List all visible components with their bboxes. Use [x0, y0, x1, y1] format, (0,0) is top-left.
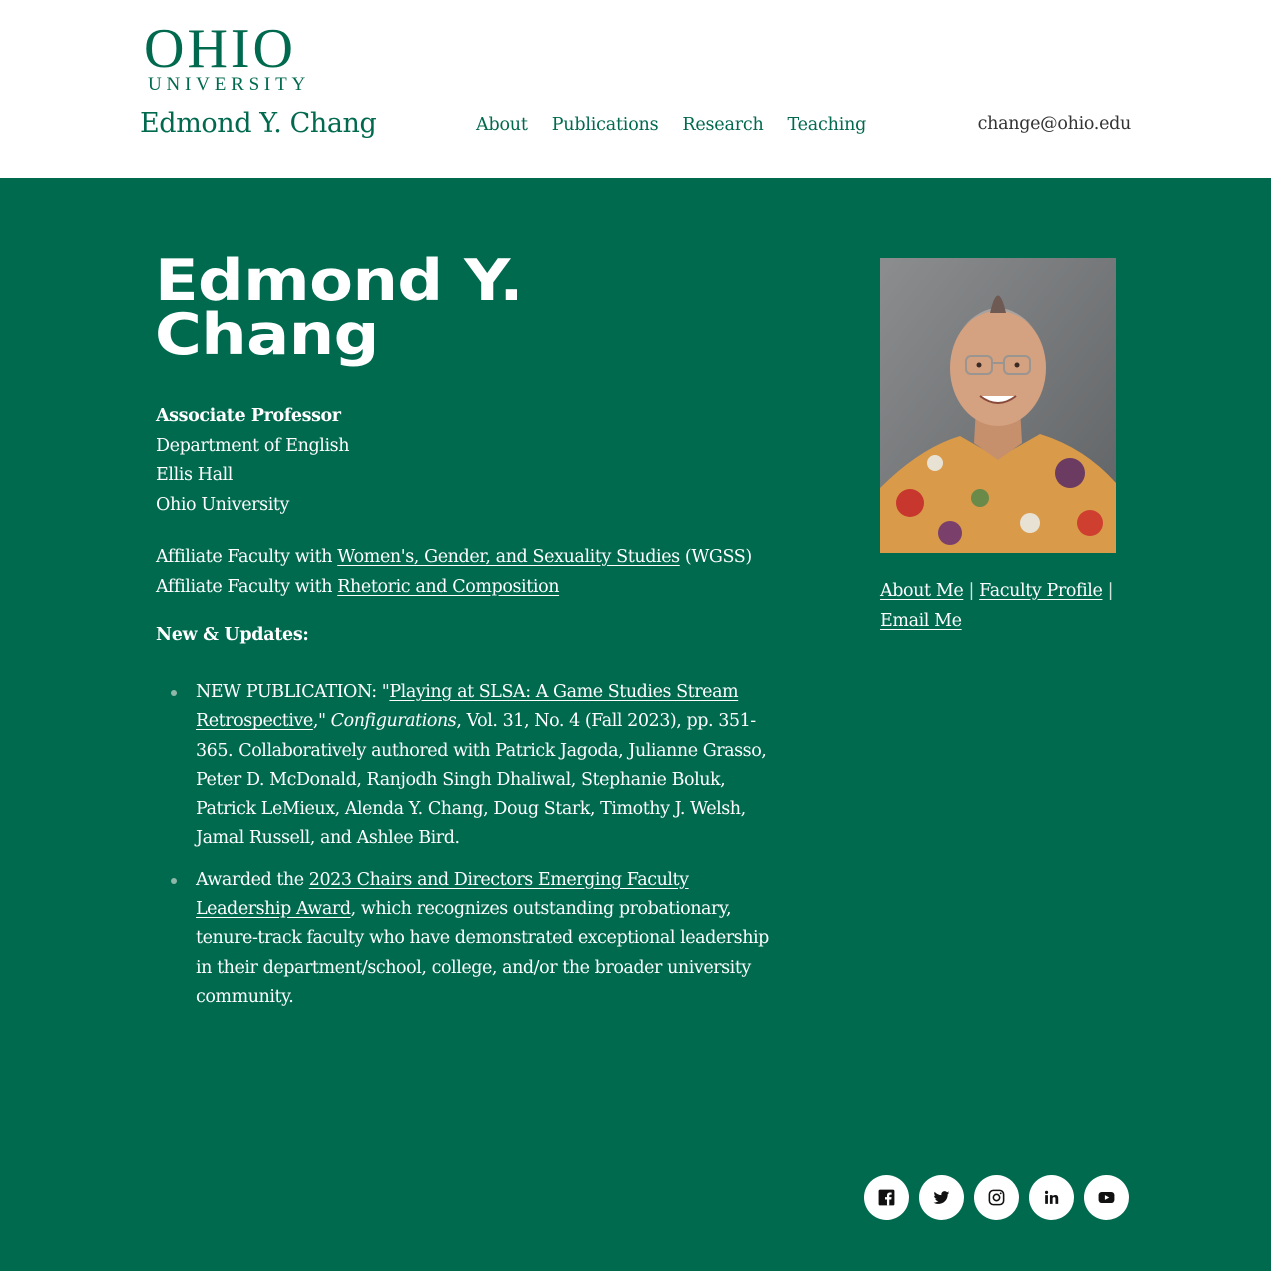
youtube-icon — [1097, 1188, 1116, 1207]
link-separator: | — [968, 581, 974, 601]
page-title — [155, 248, 523, 368]
profile-photo — [880, 258, 1116, 553]
university: Ohio University — [156, 494, 290, 515]
nav-research[interactable]: Research — [682, 115, 764, 135]
social-links — [864, 1175, 1129, 1220]
affiliation-prefix: Affiliate Faculty with — [156, 547, 338, 567]
portrait-illustration — [880, 258, 1116, 553]
department: Department of English — [156, 435, 350, 456]
publication-link[interactable]: Playing at SLSA: A Game Studies Stream Retrospective — [196, 682, 739, 732]
facebook-icon — [877, 1188, 896, 1207]
affiliations — [156, 543, 752, 602]
news-prefix: NEW PUBLICATION: " — [196, 682, 390, 702]
list-item — [196, 866, 781, 1012]
nav-teaching[interactable]: Teaching — [787, 115, 867, 135]
news-body: , Vol. 31, No. 4 (Fall 2023), pp. 351-365. Collaboratively authored with Patrick Jagoda, Julianne Grasso, Peter D. McDonald, Ranjodh Singh Dhaliwal, Stephanie Boluk, Patrick LeMieux, Alenda Y. Chang, Doug Stark, Timothy J. Welsh, Jamal Russell, and Ashlee Bird. — [196, 711, 767, 849]
journal-title: Configurations — [330, 711, 457, 732]
facebook-button[interactable] — [864, 1175, 909, 1220]
about-me-link[interactable]: About Me — [880, 581, 964, 601]
main-nav — [476, 115, 866, 135]
twitter-icon — [932, 1188, 951, 1207]
news-list — [156, 678, 781, 1024]
news-body: , which recognizes outstanding probationary, tenure-track faculty who have demonstrated exceptional leadership in their department/school, college, and/or the broader university community. — [196, 899, 769, 1007]
nav-publications[interactable]: Publications — [551, 115, 659, 135]
youtube-button[interactable] — [1084, 1175, 1129, 1220]
news-heading: New & Updates: — [156, 625, 309, 645]
site-header — [0, 0, 1271, 178]
news-after-link: ," — [312, 711, 331, 732]
affiliation-suffix: (WGSS) — [679, 547, 752, 567]
rhetoric-composition-link[interactable]: Rhetoric and Composition — [337, 576, 560, 597]
job-title: Associate Professor — [156, 406, 341, 426]
news-prefix: Awarded the — [196, 869, 309, 890]
faculty-profile-link[interactable]: Faculty Profile — [979, 581, 1103, 601]
affiliation-wgss — [156, 543, 752, 573]
wgss-link[interactable]: Women's, Gender, and Sexuality Studies — [337, 547, 680, 567]
instagram-button[interactable] — [974, 1175, 1019, 1220]
page-title-line1: Edmond Y. — [155, 248, 523, 314]
contact-info — [156, 402, 349, 520]
instagram-icon — [987, 1188, 1006, 1207]
logo-university-text: UNIVERSITY — [148, 74, 310, 95]
award-link[interactable]: 2023 Chairs and Directors Emerging Faculty Leadership Award — [196, 869, 689, 920]
header-email-link[interactable]: change@ohio.edu — [977, 114, 1131, 134]
email-me-link[interactable]: Email Me — [880, 610, 962, 631]
building: Ellis Hall — [156, 465, 233, 485]
link-separator: | — [1107, 581, 1114, 601]
twitter-button[interactable] — [919, 1175, 964, 1220]
logo-ohio-text: OHIO — [144, 18, 296, 80]
list-item — [196, 678, 781, 854]
main-content — [0, 178, 1271, 1271]
linkedin-button[interactable] — [1029, 1175, 1074, 1220]
site-name-link[interactable]: Edmond Y. Chang — [140, 108, 377, 139]
page-title-line2: Chang — [155, 302, 379, 368]
affiliation-prefix: Affiliate Faculty with — [156, 576, 338, 597]
linkedin-icon — [1042, 1188, 1061, 1207]
profile-links — [880, 577, 1130, 636]
nav-about[interactable]: About — [476, 115, 528, 135]
affiliation-rhetoric — [156, 573, 752, 603]
ohio-university-logo[interactable] — [144, 18, 310, 96]
